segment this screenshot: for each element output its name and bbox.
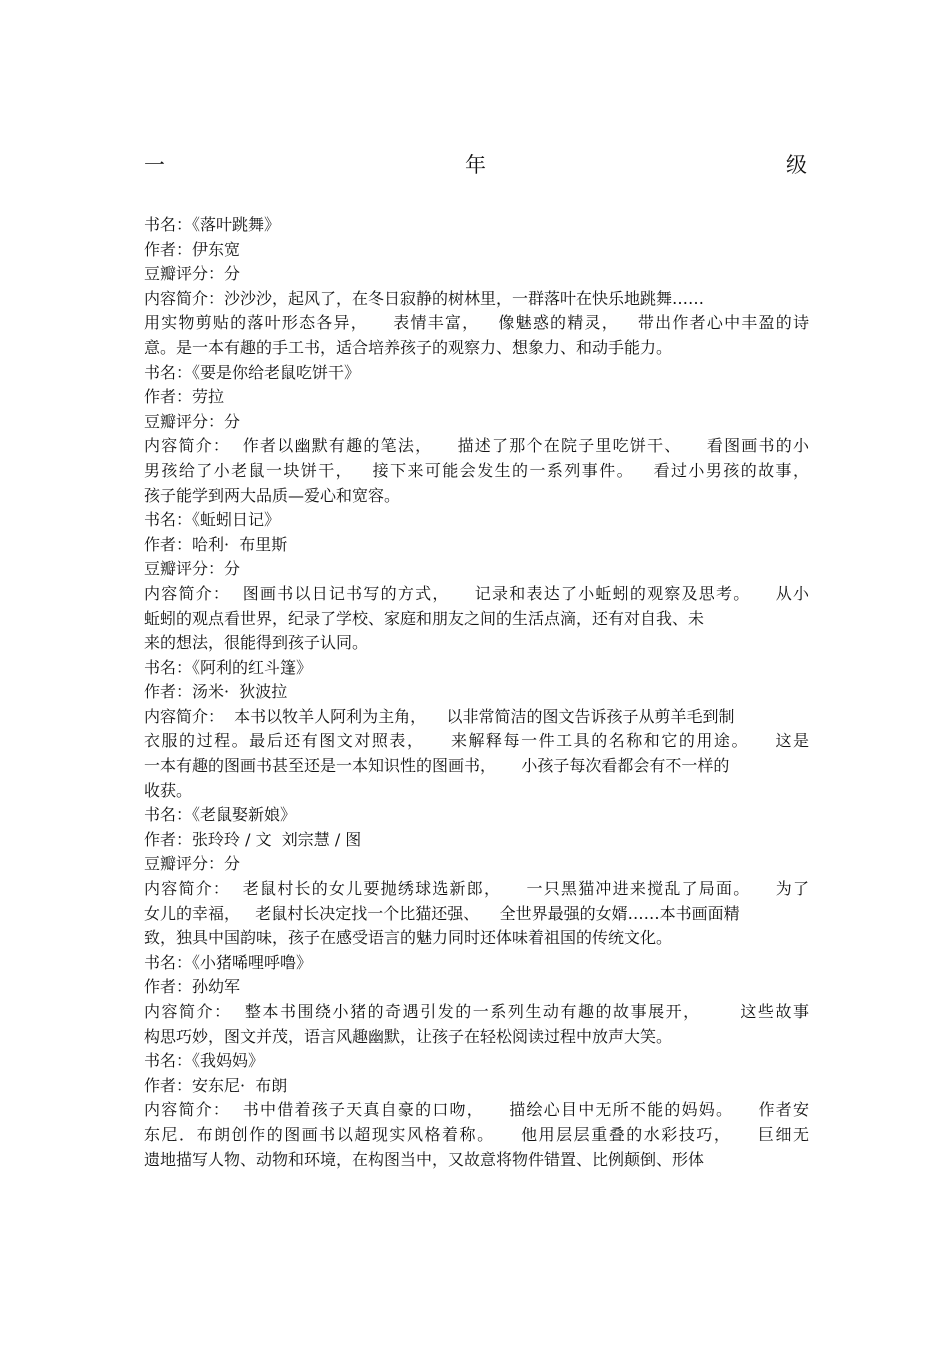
book-summary-line: 内容简介： 本书以牧羊人阿利为主角， 以非常简洁的图文告诉孩子从剪羊毛到制 bbox=[144, 706, 735, 726]
text-line: 衣服的过程。最后还有图文对照表， 来解释每一件工具的名称和它的用途。 这是 bbox=[144, 731, 809, 751]
page-title-char: 一 bbox=[144, 153, 165, 177]
book-author-line: 作者：哈利· 布里斯 bbox=[144, 534, 288, 554]
text-line: 孩子能学到两大品质—爱心和宽容。 bbox=[144, 485, 401, 505]
book-title-line: 书名：《要是你给老鼠吃饼干》 bbox=[144, 362, 361, 382]
book-rating-line: 豆瓣评分：分 bbox=[144, 854, 241, 874]
book-rating-line: 豆瓣评分：分 bbox=[144, 559, 241, 579]
text-line: 构思巧妙，图文并茂，语言风趣幽默，让孩子在轻松阅读过程中放声大笑。 bbox=[144, 1026, 673, 1046]
text-line: 男孩给了小老鼠一块饼干， 接下来可能会发生的一系列事件。 看过小男孩的故事， bbox=[144, 460, 809, 480]
book-list bbox=[144, 213, 809, 1172]
page-title-char: 年 bbox=[465, 153, 486, 177]
book-author-line: 作者：孙幼军 bbox=[144, 977, 241, 997]
book-author-line: 作者：汤米· 狄波拉 bbox=[144, 682, 288, 702]
book-summary-line: 内容简介： 图画书以日记书写的方式， 记录和表达了小蚯蚓的观察及思考。 从小 bbox=[144, 583, 809, 603]
book-title-line: 书名：《阿利的红斗篷》 bbox=[144, 657, 313, 677]
book-author-line: 作者：张玲玲 / 文 刘宗慧 / 图 bbox=[144, 829, 362, 849]
book-author-line: 作者：安东尼· 布朗 bbox=[144, 1075, 288, 1095]
book-summary-line: 内容简介： 整本书围绕小猪的奇遇引发的一系列生动有趣的故事展开， 这些故事 bbox=[144, 1002, 809, 1021]
book-title-line: 书名：《蚯蚓日记》 bbox=[144, 510, 281, 530]
book-summary-line: 内容简介： 老鼠村长的女儿要抛绣球选新郎， 一只黑猫冲进来搅乱了局面。 为了 bbox=[144, 879, 809, 899]
text-line: 一本有趣的图画书甚至还是一本知识性的图画书， 小孩子每次看都会有不一样的 bbox=[144, 756, 730, 776]
text-line: 用实物剪贴的落叶形态各异， 表情丰富， 像魅惑的精灵， 带出作者心中丰盈的诗 bbox=[144, 313, 809, 333]
text-line: 收获。 bbox=[144, 780, 193, 800]
text-line: 来的想法，很能得到孩子认同。 bbox=[144, 633, 369, 653]
book-title-line: 书名：《小猪唏哩呼噜》 bbox=[144, 952, 313, 972]
book-summary-line: 内容简介： 作者以幽默有趣的笔法， 描述了那个在院子里吃饼干、 看图画书的小 bbox=[144, 436, 809, 456]
book-author-line: 作者：劳拉 bbox=[144, 387, 225, 407]
book-title-line: 书名：《我妈妈》 bbox=[144, 1051, 265, 1071]
book-summary-line: 内容简介： 书中借着孩子天真自豪的口吻， 描绘心目中无所不能的妈妈。 作者安 bbox=[144, 1100, 809, 1120]
text-line: 东尼．布朗创作的图画书以超现实风格着称。 他用层层重叠的水彩技巧， 巨细无 bbox=[144, 1124, 809, 1144]
book-author-line: 作者：伊东宽 bbox=[144, 239, 241, 259]
book-summary-line: 内容简介：沙沙沙，起风了，在冬日寂静的树林里，一群落叶在快乐地跳舞…… bbox=[144, 288, 705, 308]
text-line: 遗地描写人物、动物和环境，在构图当中，又故意将物件错置、比例颠倒、形体 bbox=[144, 1149, 705, 1169]
text-line: 蚯蚓的观点看世界，纪录了学校、家庭和朋友之间的生活点滴，还有对自我、未 bbox=[144, 608, 705, 628]
book-title-line: 书名：《老鼠娶新娘》 bbox=[144, 805, 297, 825]
text-line: 致，独具中国韵味，孩子在感受语言的魅力同时还体味着祖国的传统文化。 bbox=[144, 928, 673, 948]
book-title-line: 书名：《落叶跳舞》 bbox=[144, 215, 281, 234]
page-title-char: 级 bbox=[786, 153, 807, 177]
book-rating-line: 豆瓣评分：分 bbox=[144, 411, 241, 431]
text-line: 意。是一本有趣的手工书，适合培养孩子的观察力、想象力、和动手能力。 bbox=[144, 337, 673, 357]
text-line: 女儿的幸福， 老鼠村长决定找一个比猫还强、 全世界最强的女婿……本书画面精 bbox=[144, 903, 740, 923]
page-title bbox=[144, 150, 807, 180]
book-rating-line: 豆瓣评分：分 bbox=[144, 264, 241, 284]
